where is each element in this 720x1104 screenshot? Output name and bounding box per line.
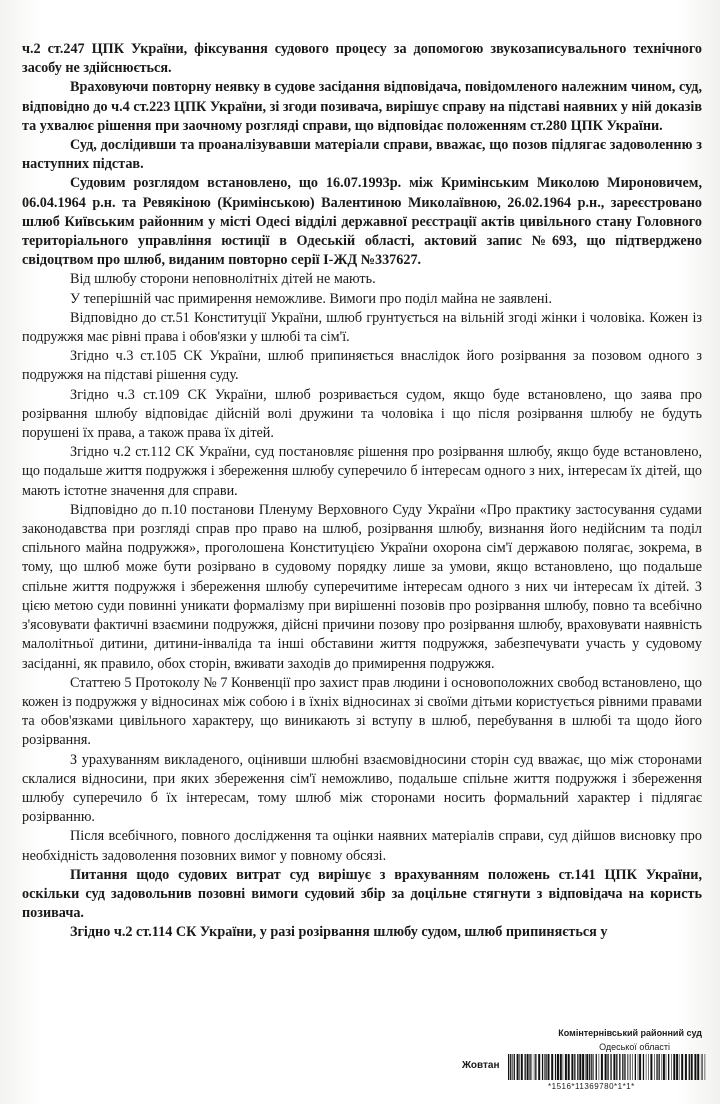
barcode-bar bbox=[517, 1054, 519, 1080]
barcode-bar bbox=[697, 1054, 699, 1080]
barcode-bar bbox=[613, 1054, 615, 1080]
barcode-bar bbox=[560, 1054, 562, 1080]
barcode-bar bbox=[601, 1054, 603, 1080]
barcode-bar bbox=[589, 1054, 590, 1080]
barcode-bar bbox=[624, 1054, 625, 1080]
paragraph: Після всебічного, повного дослідження та оцінки наявних матеріалів справи, суд дійшов висновку про необхідність задоволення позовних вимог у повному обсязі. bbox=[22, 828, 702, 864]
barcode-bar bbox=[525, 1054, 526, 1080]
barcode-bar bbox=[538, 1054, 540, 1080]
paragraph: Суд, дослідивши та проаналізувавши матеріали справи, вважає, що позов підлягає задоволенню з наступних підстав. bbox=[22, 137, 702, 173]
barcode-bar bbox=[639, 1054, 641, 1080]
barcode-bar bbox=[666, 1054, 667, 1080]
barcode-bar bbox=[662, 1054, 663, 1080]
barcode-bar bbox=[574, 1054, 575, 1080]
barcode-bar bbox=[702, 1054, 703, 1080]
barcode-bar bbox=[627, 1054, 628, 1080]
barcode-bar bbox=[527, 1054, 529, 1080]
barcode-bar bbox=[557, 1054, 559, 1080]
barcode-bar bbox=[519, 1054, 520, 1080]
barcode-bar bbox=[529, 1054, 530, 1080]
paragraph: Відповідно до п.10 постанови Пленуму Верховного Суду України «Про практику застосування судами законодавства при розгляді справ про право на шлюб, розірвання шлюбу, визнання його недійсним та поділ спільного майна подружжя», проголошена Конституцією України охорона сім'ї державою полягає, зокрема, в тому, що шлюб може бути розірвано в судовому порядку лише за умови, якщо встановлено, що подальше спільне життя подружжя і збереження шлюбу суперечитиме інтересам одного з них чи інтересам їх дітей. З цією метою суди повинні уникати формалізму при вирішенні позовів про розірвання шлюбу, повно та всебічно з'ясовувати фактичні взаємини подружжя, дійсні причини позову про розірвання шлюбу, враховувати наявність малолітньої дитини, дитини-інваліда та інші обставини життя подружжя, забезпечувати участь у судовому засіданні, як правило, обох сторін, вживати заходів до примирення подружжя. bbox=[22, 501, 702, 672]
paragraph: Згідно ч.2 ст.112 СК України, суд постановляє рішення про розірвання шлюбу, якщо буде встановлено, що подальше життя подружжя і збереження шлюбу суперечило б інтересам одного з них, інтересам їх дітей, що мають істотне значення для справи. bbox=[22, 444, 702, 499]
barcode-bar bbox=[673, 1054, 675, 1080]
barcode-bar bbox=[551, 1054, 553, 1080]
barcode-bar bbox=[616, 1054, 617, 1080]
barcode-bar bbox=[544, 1054, 545, 1080]
court-name: Комінтернівський районний суд bbox=[558, 1028, 702, 1038]
barcode-bar bbox=[691, 1054, 693, 1080]
barcode-bar bbox=[689, 1054, 690, 1080]
paragraph: Згідно ч.2 ст.114 СК України, у разі розірвання шлюбу судом, шлюб припиняється у bbox=[70, 924, 608, 941]
barcode-bar bbox=[656, 1054, 657, 1080]
barcode-bar bbox=[663, 1054, 665, 1080]
barcode-bar bbox=[512, 1054, 513, 1080]
barcode-bar bbox=[646, 1054, 647, 1080]
barcode-bar bbox=[565, 1054, 567, 1080]
barcode-bar bbox=[632, 1054, 633, 1080]
barcode-bar bbox=[568, 1054, 570, 1080]
barcode-bar bbox=[705, 1054, 706, 1080]
barcode-bar bbox=[607, 1054, 608, 1080]
paragraph: З урахуванням викладеного, оцінивши шлюбні взаємовідносини сторін суд вважає, що між сторонами склалися відносини, при яких збереження сім'ї неможливо, подальше спільне життя подружжя і збереження шлюбу суперечило б їх інтересам, тому шлюб між сторонами носить формальний характер і підлягає розірванню. bbox=[22, 751, 702, 826]
barcode-number: *1516*11369780*1*1* bbox=[548, 1082, 635, 1091]
paragraph: ч.2 ст.247 ЦПК України, фіксування судового процесу за допомогою звукозаписувального технічного засобу не здійснюється. bbox=[22, 41, 702, 77]
barcode bbox=[508, 1054, 708, 1080]
court-region: Одеської області bbox=[599, 1042, 670, 1052]
barcode-bar bbox=[586, 1054, 588, 1080]
barcode-bar bbox=[610, 1054, 611, 1080]
barcode-bar bbox=[619, 1054, 620, 1080]
paragraph: Від шлюбу сторони неповнолітніх дітей не мають. bbox=[70, 271, 376, 288]
barcode-bar bbox=[577, 1054, 578, 1080]
barcode-bar bbox=[555, 1054, 556, 1080]
barcode-bar bbox=[679, 1054, 680, 1080]
paragraph: У теперішній час примирення неможливе. Вимоги про поділ майна не заявлені. bbox=[70, 290, 552, 307]
barcode-bar bbox=[535, 1054, 536, 1080]
barcode-bar bbox=[596, 1054, 597, 1080]
paragraph: Згідно ч.3 ст.109 СК України, шлюб розривається судом, якщо буде встановлено, що заява про розірвання шлюбу відповідає дійсній волі дружини та чоловіка і що після розірвання шлюбу не будуть порушені їх права, а також права їх дітей. bbox=[22, 386, 702, 442]
barcode-bar bbox=[542, 1054, 543, 1080]
paragraph: Відповідно до ст.51 Конституції України, шлюб грунтується на вільній згоді жінки і чоловіка. Кожен із подружжя має рівні права і обов'язки у шлюбі та сім'ї. bbox=[22, 309, 702, 346]
barcode-bar bbox=[548, 1054, 550, 1080]
barcode-bar bbox=[643, 1054, 644, 1080]
barcode-bar bbox=[514, 1054, 515, 1080]
barcode-bar bbox=[654, 1054, 655, 1080]
barcode-bar bbox=[545, 1054, 546, 1080]
barcode-bar bbox=[508, 1054, 509, 1080]
document-body bbox=[22, 40, 702, 943]
barcode-bar bbox=[585, 1054, 586, 1080]
barcode-bar bbox=[582, 1054, 584, 1080]
barcode-bar bbox=[676, 1054, 678, 1080]
barcode-bar bbox=[605, 1054, 607, 1080]
paragraph: Враховуючи повторну неявку в судове засідання відповідача, повідомленого належним чином, суд, відповідно до ч.4 ст.223 ЦПК України, зі згоди позивача, вирішує справу на підставі наявних у ній доказів та ухвалює рішення при заочному розгляді справи, що відповідає положенням ст.280 ЦПК України. bbox=[22, 79, 702, 134]
paragraph: Питання щодо судових витрат суд вирішує з врахуванням положень ст.141 ЦПК України, оскільки суд задовольнив позовні вимоги судовий збір за доцільне стягнути з відповідача на користь позивача. bbox=[22, 866, 702, 922]
barcode-bar bbox=[650, 1054, 652, 1080]
barcode-bar bbox=[668, 1054, 669, 1080]
barcode-bar bbox=[563, 1054, 564, 1080]
barcode-bar bbox=[579, 1054, 581, 1080]
barcode-bar bbox=[599, 1054, 600, 1080]
paragraph: Згідно ч.3 ст.105 СК України, шлюб припиняється внаслідок його розірвання за позовом одного з подружжя на підставі рішення суду. bbox=[22, 348, 702, 384]
barcode-bar bbox=[648, 1054, 649, 1080]
barcode-bar bbox=[630, 1054, 631, 1080]
barcode-bar bbox=[694, 1054, 696, 1080]
barcode-bar bbox=[638, 1054, 639, 1080]
barcode-bar bbox=[591, 1054, 592, 1080]
barcode-bar bbox=[629, 1054, 630, 1080]
paragraph: Судовим розглядом встановлено, що 16.07.1993р. між Кримінським Миколою Мироновичем, 06.04.1964 р.н. та Ревякіною (Кримінською) Валентиною Миколаївною, 26.02.1964 р.н., зареєстровано шлюб Київським районним у місті Одесі відділі державної реєстрації актів цивільного стану Головного територіального управління юстиції в Одеській області, актовий запис №693, що підтверджено свідоцтвом про шлюб, виданим повторно серії І-ЖД №337627. bbox=[22, 175, 702, 269]
barcode-bar bbox=[622, 1054, 623, 1080]
barcode-bar bbox=[593, 1054, 594, 1080]
barcode-bar bbox=[671, 1054, 672, 1080]
barcode-bar bbox=[571, 1054, 573, 1080]
page-footer bbox=[0, 994, 720, 1104]
barcode-bar bbox=[521, 1054, 523, 1080]
barcode-bar bbox=[685, 1054, 687, 1080]
barcode-bar bbox=[510, 1054, 511, 1080]
barcode-bar bbox=[635, 1054, 636, 1080]
barcode-bar bbox=[532, 1054, 533, 1080]
barcode-bar bbox=[681, 1054, 683, 1080]
barcode-bar bbox=[701, 1054, 702, 1080]
paragraph: Статтею 5 Протоколу № 7 Конвенції про захист прав людини і основоположних свобод встановлено, що кожен із подружжя у відносинах між собою і в їхніх відносинах зі своїми дітьми користується рівними правами та обов'язками цивільного характеру, що виникають зі вступу в шлюб, перебування в шлюбі та щодо його розірвання. bbox=[22, 674, 702, 749]
stamp-text: Жовтан bbox=[462, 1060, 500, 1071]
barcode-bar bbox=[659, 1054, 660, 1080]
barcode-bar bbox=[534, 1054, 535, 1080]
